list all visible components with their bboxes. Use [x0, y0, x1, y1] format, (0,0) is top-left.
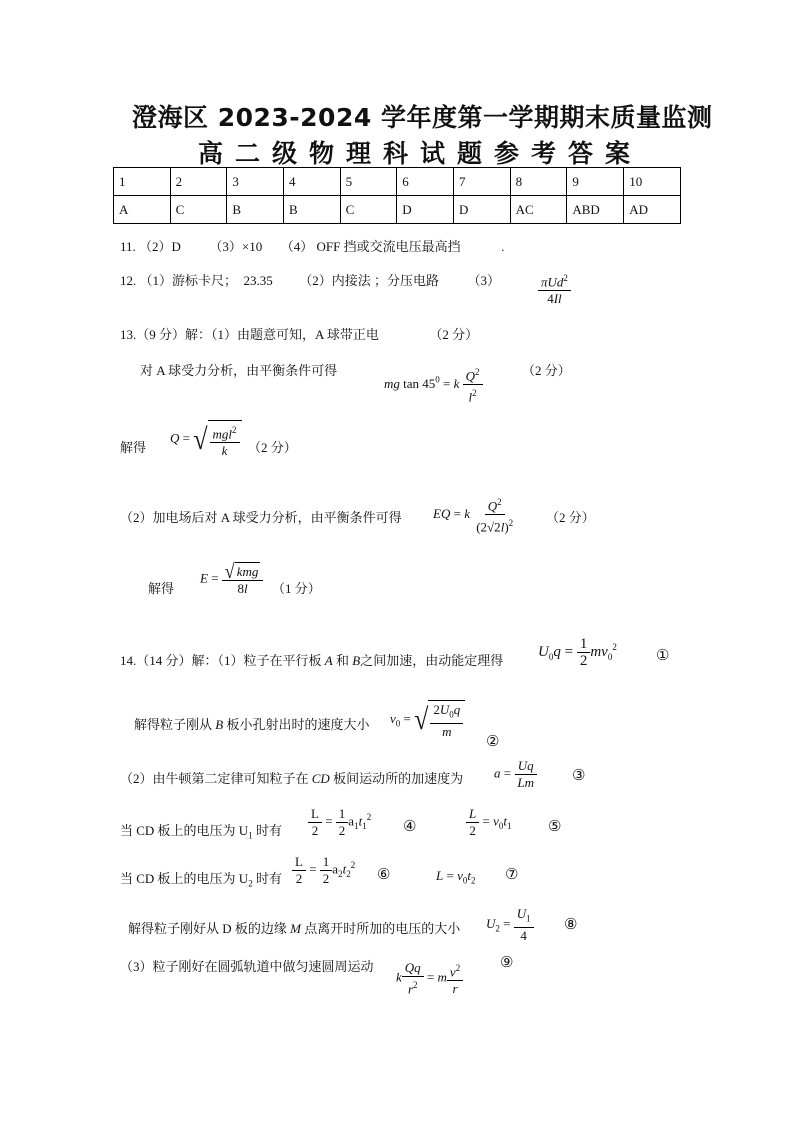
q14-equation-5: $\frac{L}{2}$ = $v_0t_1$ [466, 806, 511, 839]
q14-u1-line [120, 820, 282, 841]
q13-solve1: 解得 [120, 440, 147, 455]
q14-head-text: 14.（14 分）解：（1）粒子在平行板 [120, 653, 322, 668]
q14-u2-line [120, 868, 282, 889]
q14-head [120, 650, 503, 669]
q14-edge-line [128, 918, 460, 937]
q13-line2-score: （2 分） [522, 363, 571, 378]
table-cell: A [114, 196, 171, 224]
q12-part1: （1）游标卡尺； 23.35 [139, 273, 273, 288]
q14-equation-2: $v_0$ = √ $\frac{2U_0q}{m}$ [390, 700, 465, 740]
q13-head [120, 324, 478, 343]
q14-edge-m: M [290, 921, 301, 936]
q14-mark-6: ⑥ [377, 867, 391, 883]
q14-mark-8: ⑧ [564, 917, 578, 933]
q11-end: . [501, 239, 505, 254]
q14-part2-post: 板间运动所的加速度为 [333, 771, 464, 786]
q12-part2: （2）内接法 ；分压电路 [299, 273, 440, 288]
q14-u2-tail: 时有 [255, 871, 282, 886]
table-cell: 6 [397, 168, 454, 196]
q11-label: 11. [120, 239, 136, 254]
table-cell: 9 [567, 168, 624, 196]
q14-solve1-pre: 解得粒子刚从 [134, 717, 213, 732]
table-cell: AC [510, 196, 567, 224]
q14-mark-1: ① [656, 648, 670, 664]
q14-solve1-post: 板小孔射出时的速度大小 [226, 717, 370, 732]
q14-mark-5: ⑤ [548, 819, 562, 835]
table-cell: 2 [170, 168, 227, 196]
table-cell: B [227, 196, 284, 224]
q14-mark-9: ⑨ [500, 955, 514, 971]
q11-part4: （4） OFF 挡或交流电压最高挡 [280, 239, 461, 254]
answer-table [113, 167, 681, 224]
table-row-answers [114, 196, 681, 224]
table-cell: AD [624, 196, 681, 224]
q12-part3: （3） [467, 273, 501, 288]
q14-mark-3: ③ [572, 768, 586, 784]
table-cell: C [340, 196, 397, 224]
q14-part2-cd: CD [311, 771, 330, 786]
q14-head-end: 之间加速，由动能定理得 [360, 653, 504, 668]
q14-equation-1: $U_0q$ = $\frac{1}{2}$ $mv_0^2$ [538, 636, 617, 669]
q13-solve2: 解得 [148, 581, 175, 596]
q14-u1-sub: 1 [248, 830, 253, 841]
q13-head-text: 13.（9 分）解：（1）由题意可知，A 球带正电 [120, 327, 379, 342]
q14-u1-text: 当 CD 板上的电压为 U [120, 823, 249, 838]
table-cell: 4 [283, 168, 340, 196]
table-cell: 7 [453, 168, 510, 196]
q11-line [120, 236, 504, 255]
q14-edge-post: 点离开时所加的电压的大小 [304, 921, 461, 936]
page-subtitle: 高二级物理科试题参考答案 [198, 139, 643, 168]
q14-mark-7: ⑦ [505, 867, 519, 883]
table-cell: 5 [340, 168, 397, 196]
q14-equation-4: $\frac{L}{2}$ = $\frac{1}{2}$ $a_1t_1^2$ [308, 806, 371, 839]
table-cell: 3 [227, 168, 284, 196]
q14-head-b: B [352, 653, 361, 668]
q13-equation-1: mg $\tan 45^0 = k$ $\frac{Q^2}{l^2}$ [384, 364, 483, 406]
q14-part2 [120, 768, 463, 787]
q14-edge-pre: 解得粒子刚好从 D 板的边缘 [128, 921, 287, 936]
table-cell: ABD [567, 196, 624, 224]
q14-solve1 [134, 714, 369, 733]
table-cell: D [453, 196, 510, 224]
q14-equation-3: a = $\frac{Uq}{Lm}$ [494, 758, 537, 791]
q13-equation-4: E = √ kmg 8l [200, 562, 263, 597]
q14-u1-tail: 时有 [255, 823, 282, 838]
q12-line [120, 270, 500, 289]
table-cell: 1 [114, 168, 171, 196]
q14-equation-7: $L = v_0t_2$ [436, 868, 476, 886]
q14-u2-sub: 2 [248, 878, 253, 889]
q12-label: 12. [120, 273, 137, 288]
q11-part3: （3）×10 [209, 239, 263, 254]
table-cell: B [283, 196, 340, 224]
q11-part2: （2）D [139, 239, 181, 254]
table-cell: C [170, 196, 227, 224]
q13-equation-2: Q = √ $\frac{mgl^2}{k}$ [170, 420, 242, 459]
q14-equation-9: k $\frac{Qq}{r^2}$ = m $\frac{v^2}{r}$ [396, 960, 463, 997]
q14-u2-text: 当 CD 板上的电压为 U [120, 871, 249, 886]
q13-line2: 对 A 球受力分析，由平衡条件可得 [140, 363, 338, 378]
table-cell: 8 [510, 168, 567, 196]
table-cell: 10 [624, 168, 681, 196]
q14-equation-6: $\frac{L}{2}$ = $\frac{1}{2}$ $a_2t_2^2$ [292, 854, 355, 887]
q14-mark-2: ② [486, 734, 500, 750]
table-cell: D [397, 196, 454, 224]
page-title: 澄海区 2023-2024 学年度第一学期期末质量监测 [132, 103, 713, 132]
table-row-numbers [114, 168, 681, 196]
q14-head-mid: 和 [335, 653, 349, 668]
q14-head-a: A [324, 653, 333, 668]
q13-solve2-score: （1 分） [272, 581, 321, 596]
q13-solve1-score: （2 分） [248, 440, 297, 455]
q14-part2-pre: （2）由牛顿第二定律可知粒子在 [120, 771, 309, 786]
q13-head-score: （2 分） [429, 327, 479, 342]
q14-part3: （3）粒子刚好在圆弧轨道中做匀速圆周运动 [120, 959, 374, 974]
q13-equation-3: EQ = k $\frac{Q^2}{(2√2l)^2}$ [433, 494, 516, 536]
q13-part2-score: （2 分） [546, 510, 595, 525]
q12-formula: $\frac{\pi Ud^2}{4Il}$ [538, 270, 571, 307]
q14-solve1-b: B [215, 717, 224, 732]
q14-equation-8: $U_2$ = $\frac{U_1}{4}$ [486, 906, 534, 944]
q14-mark-4: ④ [403, 819, 417, 835]
q13-part2: （2）加电场后对 A 球受力分析，由平衡条件可得 [120, 510, 402, 525]
